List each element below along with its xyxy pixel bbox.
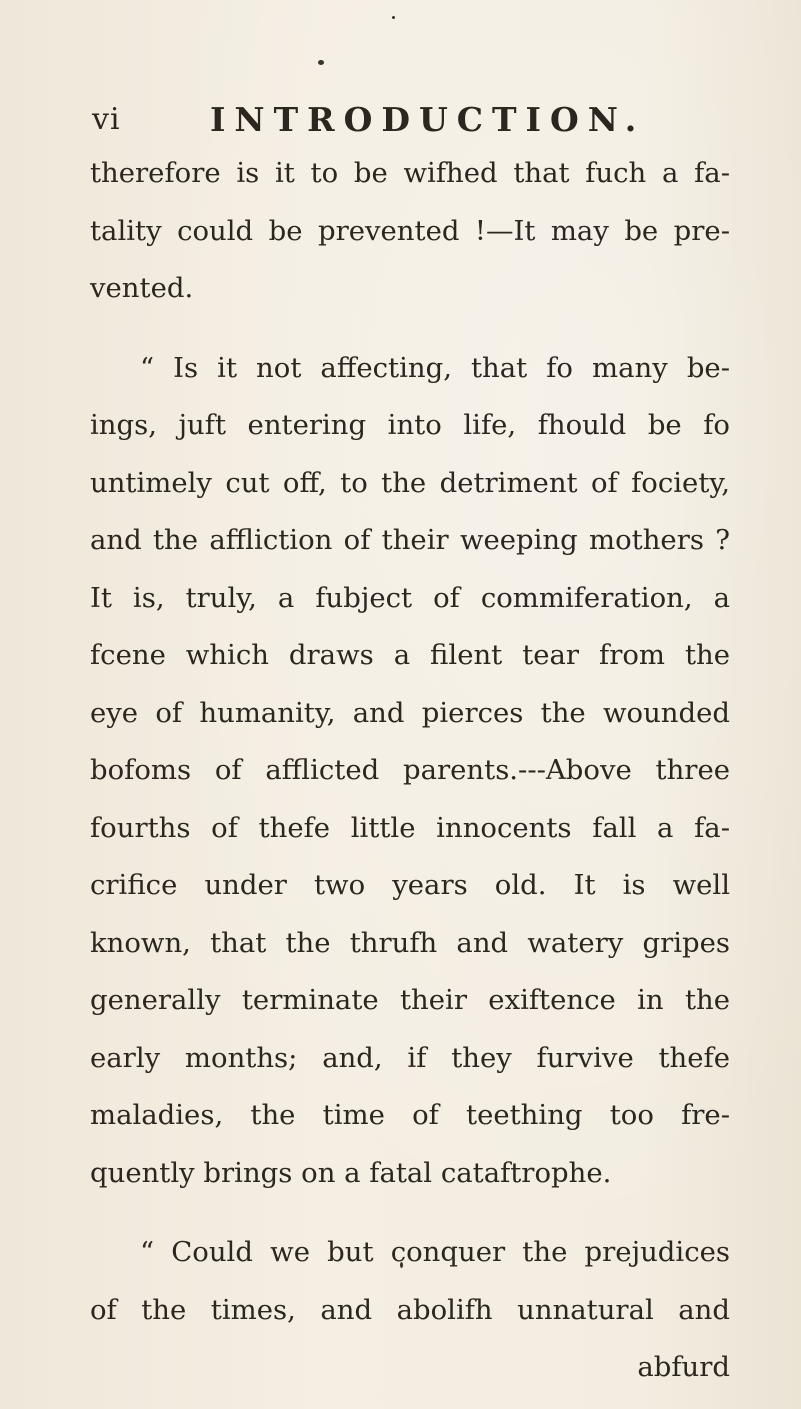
text-line: bofoms of afflicted parents.---Above three bbox=[90, 754, 730, 786]
paragraph bbox=[90, 340, 730, 1203]
text-line: tality could be prevented !—It may be pre- bbox=[90, 214, 730, 247]
ink-speck bbox=[392, 16, 395, 19]
paragraph bbox=[90, 1224, 730, 1339]
text-line: of the times, and abolifh unnatural and bbox=[90, 1293, 730, 1326]
text-line: early months; and, if they furvive thefe bbox=[90, 1041, 730, 1074]
text-line: eye of humanity, and pierces the wounded bbox=[90, 696, 730, 729]
text-line: “ Could we but conquer the prejudices bbox=[140, 1236, 730, 1268]
text-line: generally terminate their exiftence in the bbox=[90, 984, 730, 1016]
text-line: It is, truly, a fubject of commiferation, a bbox=[90, 581, 730, 614]
body-text bbox=[90, 145, 730, 1397]
paragraph bbox=[90, 145, 730, 318]
text-line: fourths of thefe little innocents fall a fa- bbox=[90, 811, 730, 844]
text-line: crifice under two years old. It is well bbox=[90, 869, 730, 901]
text-line: and the affliction of their weeping mothers ? bbox=[90, 524, 730, 556]
catchword: abfurd bbox=[637, 1351, 730, 1383]
text-line: ings, juft entering into life, fhould be fo bbox=[90, 409, 730, 441]
text-line: vented. bbox=[90, 272, 194, 304]
text-line: known, that the thrufh and watery gripes bbox=[90, 926, 730, 959]
text-line: quently brings on a fatal cataftrophe. bbox=[90, 1156, 612, 1189]
text-line: untimely cut off, to the detriment of fociety, bbox=[90, 466, 730, 499]
text-line: therefore is it to be wifhed that fuch a fa- bbox=[90, 157, 730, 189]
text-line: maladies, the time of teething too fre- bbox=[90, 1099, 730, 1131]
page-header bbox=[92, 92, 732, 152]
text-line: “ Is it not affecting, that fo many be- bbox=[140, 351, 730, 384]
running-head: INTRODUCTION. bbox=[210, 100, 646, 139]
text-line: fcene which draws a filent tear from the bbox=[90, 639, 730, 671]
page-number: vi bbox=[92, 102, 121, 137]
ink-speck bbox=[318, 60, 324, 65]
